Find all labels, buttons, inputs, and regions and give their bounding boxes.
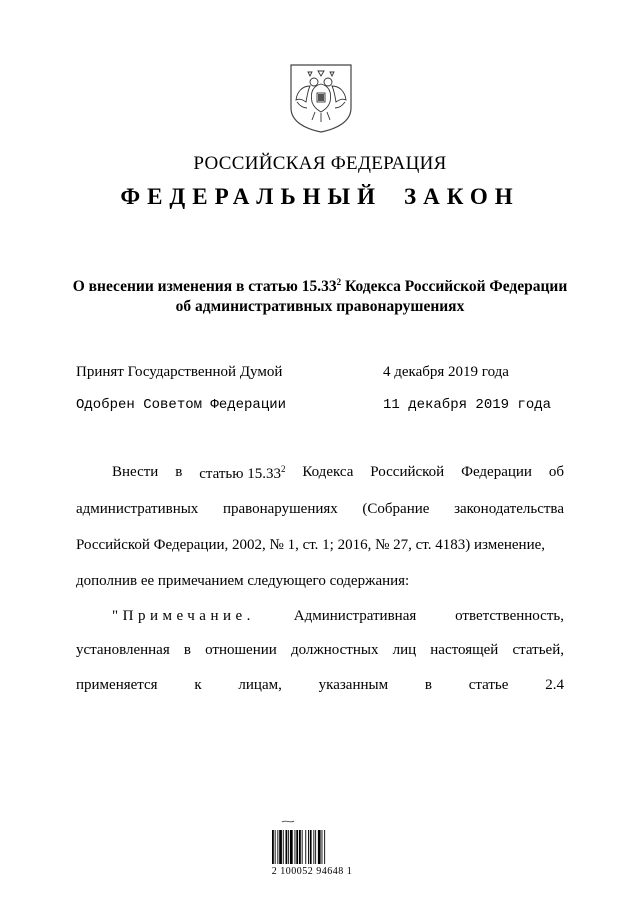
barcode-bar (296, 830, 298, 864)
word (199, 464, 285, 483)
adoption-duma-label: Принят Государственной Думой (76, 364, 283, 380)
barcode-bar (313, 830, 314, 864)
law-title (40, 272, 600, 317)
body-line-7 (76, 677, 564, 694)
word: к (194, 677, 202, 693)
word: Российской (370, 464, 445, 480)
law-title-line-2: об административных правонарушениях (175, 298, 465, 316)
barcode-bar (305, 830, 306, 864)
barcode-bar (272, 830, 274, 864)
body-line-4: дополнив ее примечанием следующего содержания: (76, 573, 410, 589)
word: в (183, 642, 191, 658)
word: лиц (392, 642, 417, 658)
word: административных (76, 501, 199, 517)
country-name: РОССИЙСКАЯ ФЕДЕРАЦИЯ (193, 153, 447, 174)
law-title-line-1 (40, 272, 600, 297)
word: статьей, (512, 642, 564, 658)
adoption-duma-date: 4 декабря 2019 года (383, 364, 509, 380)
word: Административная (293, 608, 417, 624)
body-line-1 (112, 464, 564, 483)
word: Федерации (461, 464, 532, 480)
adoption-council-date: 11 декабря 2019 года (383, 397, 552, 413)
barcode-bar (318, 830, 321, 864)
word: должностных (290, 642, 379, 658)
barcode-bar (324, 830, 325, 864)
barcode-bar (322, 830, 323, 864)
word: статье (468, 677, 509, 693)
barcode-bar (299, 830, 301, 864)
barcode-number: 2 100052 94648 1 (271, 866, 353, 877)
barcode-bar (288, 830, 289, 864)
russian-coat-of-arms-icon (288, 62, 354, 134)
word: Внести (112, 464, 159, 480)
word: установленная (76, 642, 170, 658)
word: законодательства (454, 501, 564, 517)
body-line-2 (76, 501, 564, 518)
barcode-bar (286, 830, 288, 864)
barcode-bar (295, 830, 296, 864)
law-title-superscript: 2 (336, 277, 342, 287)
word: Кодекса (302, 464, 354, 480)
barcode-bar (275, 830, 276, 864)
word: настоящей (430, 642, 499, 658)
document-type-word-1: ФЕДЕРАЛЬНЫЙ (120, 184, 383, 209)
word: указанным (318, 677, 389, 693)
word: "Примечание. (112, 608, 255, 624)
barcode-bar (290, 830, 293, 864)
superscript: 2 (280, 464, 286, 474)
law-title-part: Кодекса Российской Федерации (341, 278, 568, 296)
body-line-3: Российской Федерации, 2002, № 1, ст. 1; 2016, № 27, ст. 4183) изменение, (76, 537, 546, 553)
barcode-bar (310, 830, 312, 864)
barcode-bar (315, 830, 316, 864)
barcode-bar (308, 830, 309, 864)
document-type (0, 184, 640, 210)
word: в (424, 677, 432, 693)
adoption-council-label: Одобрен Советом Федерации (76, 397, 287, 413)
word: об (548, 464, 564, 480)
word: ответственность, (455, 608, 564, 624)
document-type-word-2: ЗАКОН (404, 184, 520, 209)
word: 2.4 (545, 677, 564, 693)
word: лицам, (238, 677, 282, 693)
word: (Собрание (362, 501, 430, 517)
word: в (175, 464, 183, 480)
word: правонарушениях (222, 501, 338, 517)
barcode-bar (279, 830, 282, 864)
word-text: статью 15.33 (199, 466, 281, 482)
barcode-bar (302, 830, 303, 864)
body-line-6 (76, 642, 564, 659)
law-title-part: О внесении изменения в статью 15.33 (72, 278, 337, 296)
body-line-5 (112, 608, 564, 625)
barcode-bar (283, 830, 284, 864)
barcode-bar (277, 830, 278, 864)
word: применяется (76, 677, 158, 693)
word: отношении (205, 642, 277, 658)
